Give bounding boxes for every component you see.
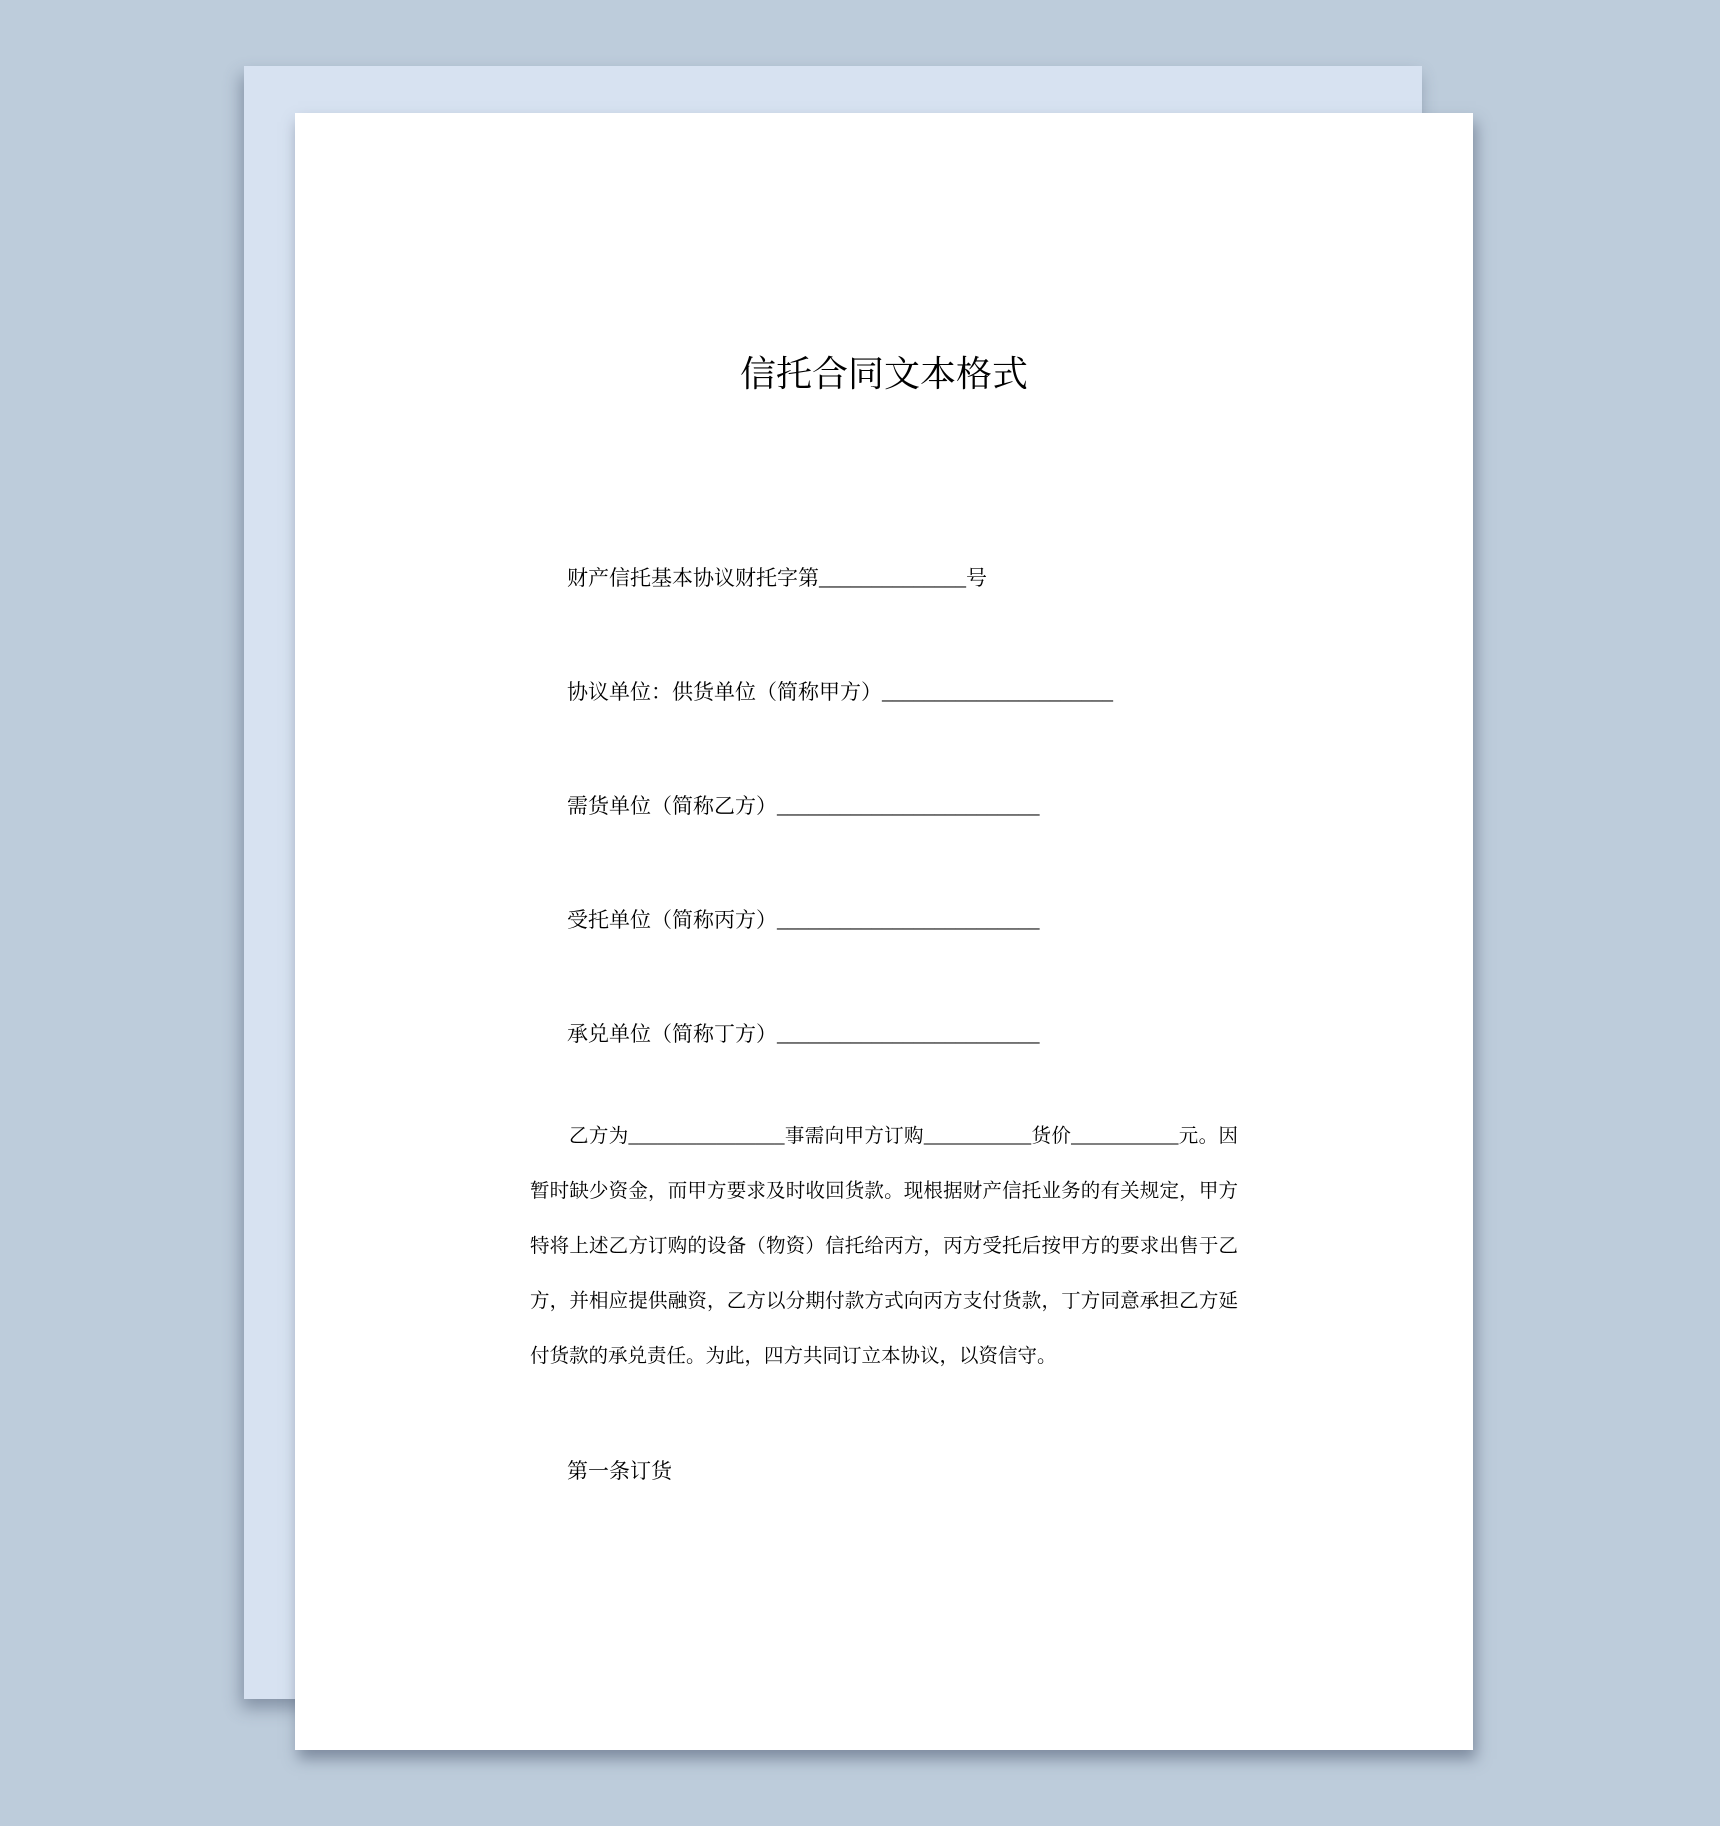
body-paragraph: 乙方为________________事需向甲方订购___________货价___________元。因暂时缺少资金，而甲方要求及时收回货款。现根据财产信托业务的有关规定，甲方特将上述乙方订购的设备（物资）信托给丙方，丙方受托后按甲方的要求出售于乙方，并相应提供融资，乙方以分期付款方式向丙方支付货款，丁方同意承担乙方延付货款的承兑责任。为此，四方共同订立本协议，以资信守。 <box>530 1126 1238 1367</box>
document-title: 信托合同文本格式 <box>739 354 1028 394</box>
party-line-buyer: 需货单位（简称乙方）_________________________ <box>567 794 1040 818</box>
party-line-supplier: 协议单位：供货单位（简称甲方）______________________ <box>567 680 1113 704</box>
party-line-acceptor: 承兑单位（简称丁方）_________________________ <box>567 1022 1040 1046</box>
party-line-trustee: 受托单位（简称丙方）_________________________ <box>567 908 1040 932</box>
document-page <box>295 113 1473 1750</box>
reference-number-line: 财产信托基本协议财托字第______________号 <box>567 566 987 590</box>
section-heading: 第一条订货 <box>567 1459 672 1483</box>
